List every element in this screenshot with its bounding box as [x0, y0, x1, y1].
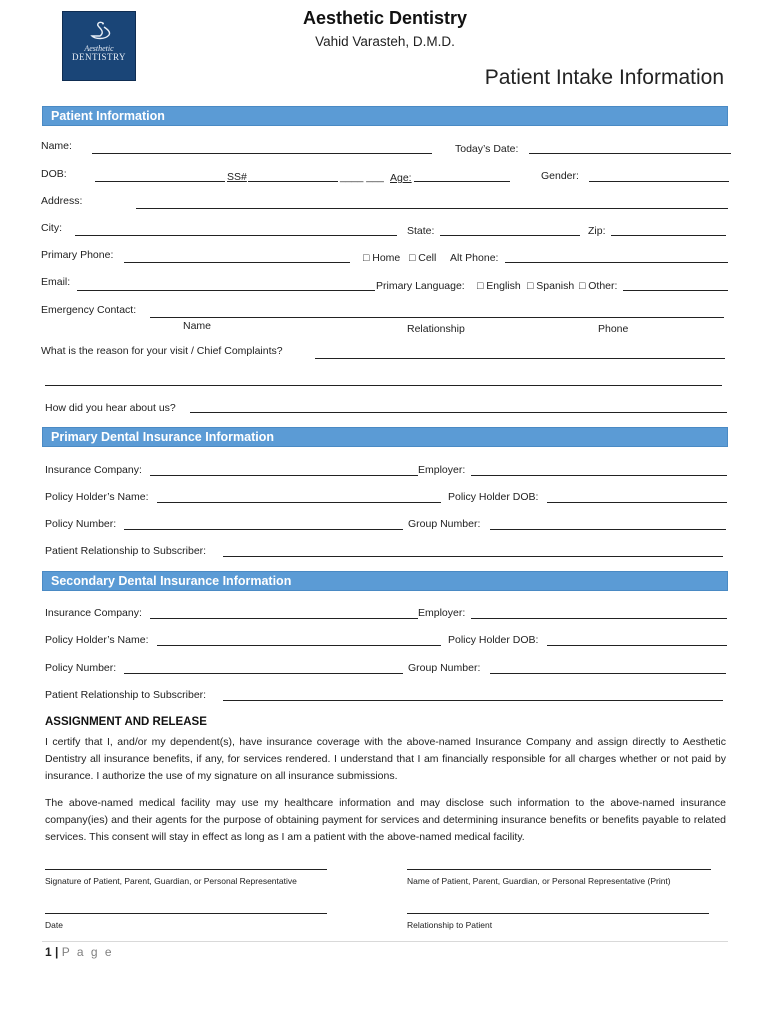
city-label: City: [41, 222, 62, 234]
secondary-employer-field[interactable] [471, 618, 727, 619]
section-title: Patient Information [51, 109, 165, 123]
assignment-heading: ASSIGNMENT AND RELEASE [45, 716, 207, 728]
signature-caption: Signature of Patient, Parent, Guardian, or Personal Representative [45, 876, 297, 886]
primary-policy-number-field[interactable] [124, 529, 403, 530]
other-language-checkbox[interactable]: □ Other: [579, 280, 618, 292]
name-label: Name: [41, 140, 72, 152]
dob-label: DOB: [41, 168, 67, 180]
page-number [45, 945, 114, 959]
email-field[interactable] [77, 290, 375, 291]
primary-group-number-label: Group Number: [408, 518, 481, 530]
doctor-name: Vahid Varasteh, D.M.D. [315, 34, 455, 49]
page-separator: | [55, 945, 59, 959]
city-field[interactable] [75, 235, 397, 236]
reason-for-visit-field[interactable] [315, 358, 725, 359]
address-label: Address: [41, 195, 83, 207]
heard-about-us-field[interactable] [190, 412, 727, 413]
section-title: Primary Dental Insurance Information [51, 430, 274, 444]
signature-field[interactable] [45, 869, 327, 870]
primary-group-number-field[interactable] [490, 529, 726, 530]
primary-holder-dob-field[interactable] [547, 502, 727, 503]
assignment-paragraph: I certify that I, and/or my dependent(s), have insurance coverage with the above-named Insurance Company and assign directly to Aesthetic Dentistry all insurance benefits, if any, for services rendered. I understand that I am financially responsible for all charges whether or not paid by insurance. I authorize the use of my signature on all insurance submissions. [45, 736, 726, 782]
secondary-insurance-company-field[interactable] [150, 618, 418, 619]
footer-rule [42, 941, 728, 942]
section-patient-information [42, 106, 728, 126]
alt-phone-field[interactable] [505, 262, 728, 263]
todays-date-field[interactable] [529, 153, 731, 154]
gender-label: Gender: [541, 170, 579, 182]
english-checkbox[interactable]: □ English [477, 280, 521, 292]
home-checkbox[interactable]: □ Home [363, 252, 401, 264]
age-label: Age: [390, 172, 412, 184]
heard-about-us-label: How did you hear about us? [45, 402, 176, 414]
date-field[interactable] [45, 913, 327, 914]
secondary-group-number-label: Group Number: [408, 662, 481, 674]
secondary-relationship-label: Patient Relationship to Subscriber: [45, 689, 207, 701]
primary-language-label: Primary Language: [376, 280, 465, 292]
secondary-holder-name-field[interactable] [157, 645, 441, 646]
relationship-to-patient-field[interactable] [407, 913, 709, 914]
print-name-caption: Name of Patient, Parent, Guardian, or Personal Representative (Print) [407, 876, 671, 886]
todays-date-label: Today’s Date: [455, 143, 519, 155]
state-field[interactable] [440, 235, 580, 236]
primary-phone-label: Primary Phone: [41, 249, 114, 261]
reason-for-visit-field-line2[interactable] [45, 385, 722, 386]
spanish-checkbox[interactable]: □ Spanish [527, 280, 575, 292]
cell-checkbox[interactable]: □ Cell [409, 252, 437, 264]
ss-field[interactable] [248, 181, 338, 182]
zip-label: Zip: [588, 225, 606, 237]
zip-field[interactable] [611, 235, 726, 236]
section-secondary-insurance [42, 571, 728, 591]
secondary-policy-number-label: Policy Number: [45, 662, 117, 674]
primary-holder-name-field[interactable] [157, 502, 441, 503]
clinic-name: Aesthetic Dentistry [302, 8, 468, 28]
ss-tail: ____ ___ [340, 171, 384, 183]
primary-holder-dob-label: Policy Holder DOB: [448, 491, 539, 503]
logo-text-dentistry: DENTISTRY [72, 52, 126, 62]
page-number-value: 1 [45, 945, 52, 959]
ec-relationship-caption: Relationship [407, 323, 465, 335]
primary-phone-field[interactable] [124, 262, 350, 263]
age-field[interactable] [414, 181, 510, 182]
secondary-holder-dob-field[interactable] [547, 645, 727, 646]
primary-insurance-company-field[interactable] [150, 475, 418, 476]
primary-employer-field[interactable] [471, 475, 727, 476]
ec-name-caption: Name [183, 320, 212, 332]
secondary-holder-name-label: Policy Holder’s Name: [45, 634, 149, 646]
secondary-group-number-field[interactable] [490, 673, 726, 674]
form-title: Patient Intake Information [484, 66, 724, 89]
secondary-policy-number-field[interactable] [124, 673, 403, 674]
date-caption: Date [45, 920, 63, 930]
primary-holder-name-label: Policy Holder’s Name: [45, 491, 149, 503]
name-field[interactable] [92, 153, 432, 154]
section-title: Secondary Dental Insurance Information [51, 574, 292, 588]
section-primary-insurance [42, 427, 728, 447]
alt-phone-label: Alt Phone: [450, 252, 499, 264]
ss-label: SS# [227, 171, 247, 183]
relationship-to-patient-caption: Relationship to Patient [407, 920, 493, 930]
secondary-relationship-field[interactable] [223, 700, 723, 701]
primary-policy-number-label: Policy Number: [45, 518, 117, 530]
address-field[interactable] [136, 208, 728, 209]
primary-relationship-field[interactable] [223, 556, 723, 557]
email-label: Email: [41, 276, 71, 288]
secondary-employer-label: Employer: [418, 607, 466, 619]
dob-field[interactable] [95, 181, 225, 182]
other-language-field[interactable] [623, 290, 728, 291]
consent-paragraph: The above-named medical facility may use my healthcare information and may disclose such information to the above-named insurance company(ies) and their agents for the purpose of obtaining payment for services and determining insurance benefits or benefits payable to related services. This consent will stay in effect as long as I am a patient with the above-named medical facility. [45, 797, 726, 843]
gender-field[interactable] [589, 181, 729, 182]
reason-for-visit-label: What is the reason for your visit / Chief Complaints? [41, 345, 283, 357]
secondary-holder-dob-label: Policy Holder DOB: [448, 634, 539, 646]
primary-insurance-company-label: Insurance Company: [45, 464, 142, 476]
primary-employer-label: Employer: [418, 464, 466, 476]
page-word: P a g e [61, 945, 114, 959]
secondary-insurance-company-label: Insurance Company: [45, 607, 142, 619]
state-label: State: [407, 225, 435, 237]
emergency-contact-field[interactable] [150, 317, 724, 318]
primary-relationship-label: Patient Relationship to Subscriber: [45, 545, 207, 557]
emergency-contact-label: Emergency Contact: [41, 304, 137, 316]
ec-phone-caption: Phone [598, 323, 629, 335]
print-name-field[interactable] [407, 869, 711, 870]
logo-text-aesthetic: Aesthetic [84, 44, 114, 53]
